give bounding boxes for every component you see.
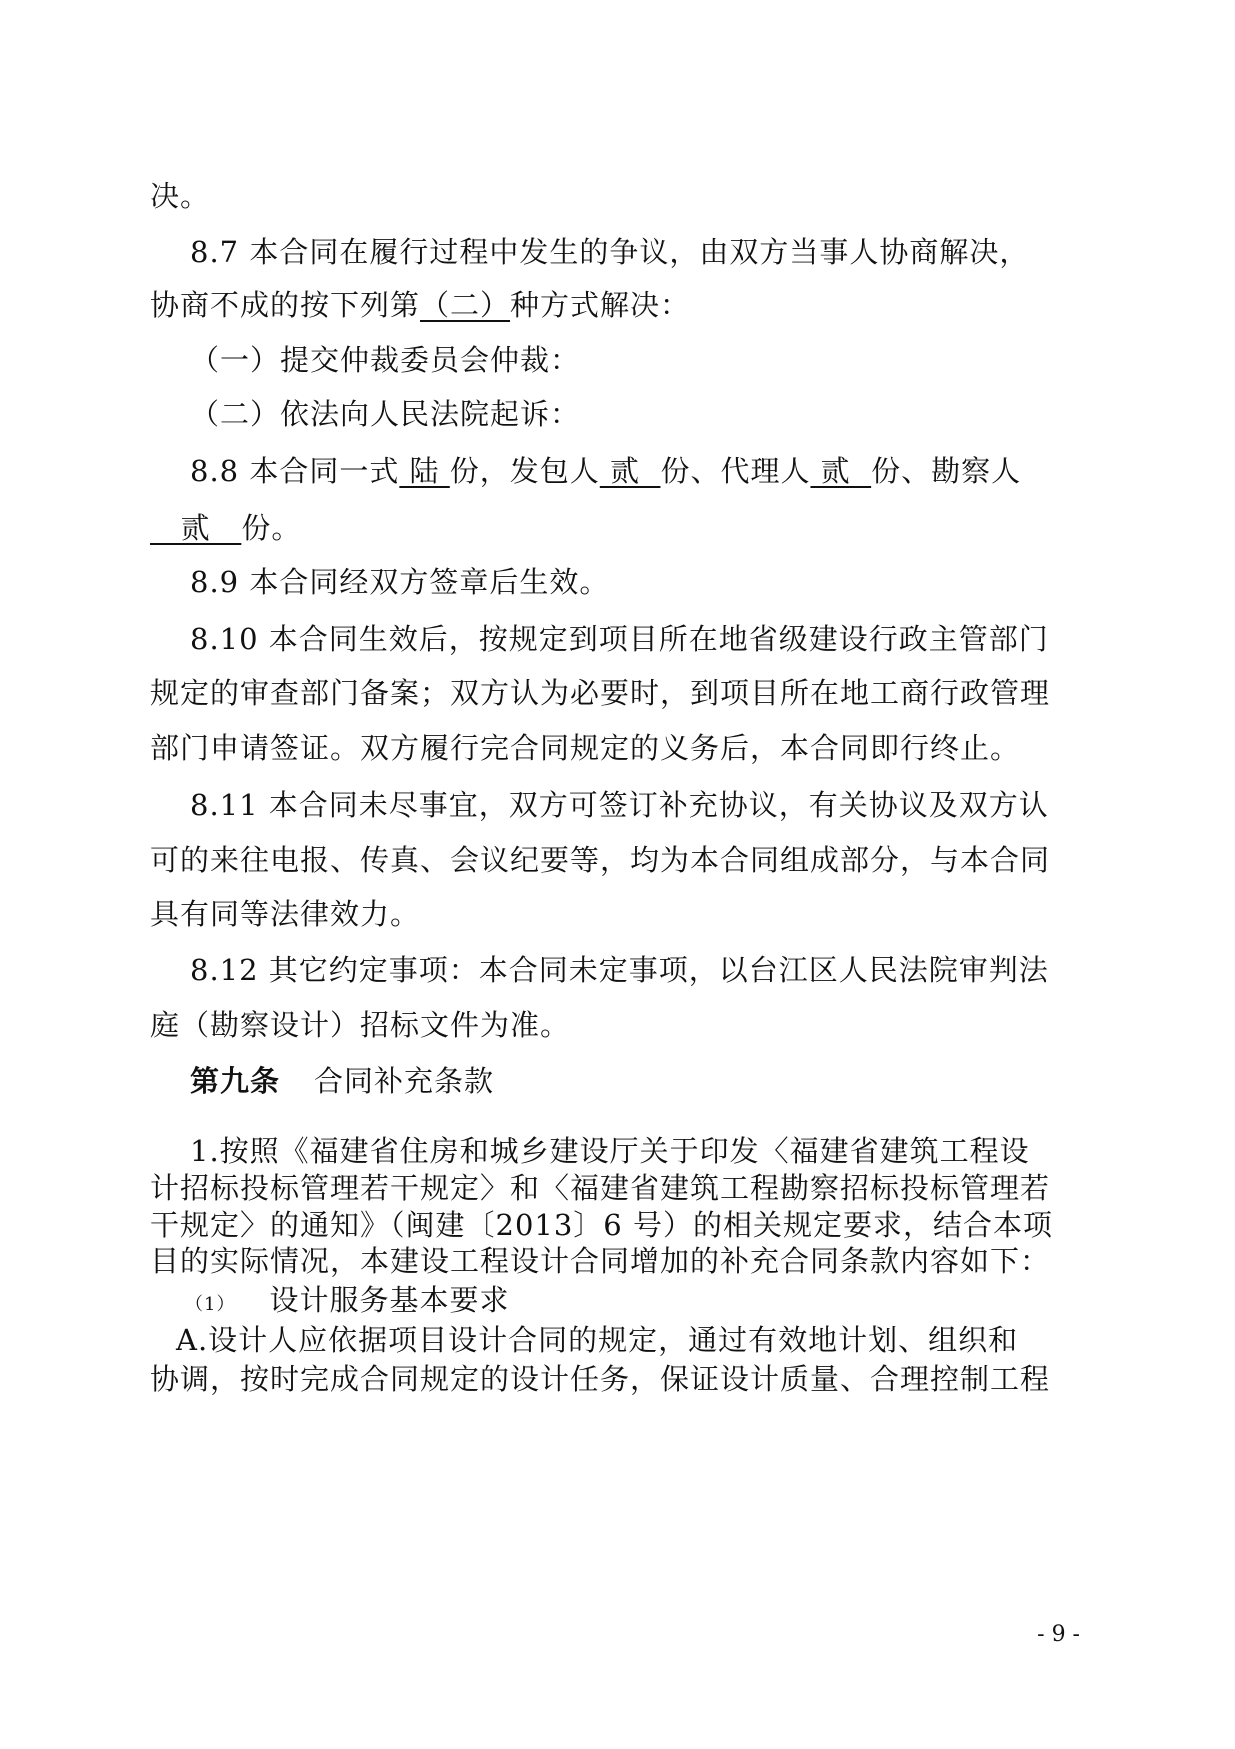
text-span: 份、代理人 bbox=[660, 454, 811, 488]
text-line: 部门申请签证。双方履行完合同规定的义务后，本合同即行终止。 bbox=[150, 731, 1021, 765]
text-span: 种方式解决： bbox=[510, 288, 691, 322]
clause-8-12: 8.12 其它约定事项：本合同未定事项，以台江区人民法院审判法 bbox=[190, 953, 1049, 987]
text-line bbox=[150, 285, 690, 325]
option-1: （一）提交仲裁委员会仲裁： bbox=[190, 343, 581, 377]
clause-8-10: 8.10 本合同生效后，按规定到项目所在地省级建设行政主管部门 bbox=[190, 622, 1049, 656]
blank-method: （二） bbox=[420, 288, 511, 322]
article-9-heading bbox=[190, 1061, 494, 1101]
blank-total-copies: 陆 bbox=[399, 454, 450, 488]
text-span: 协商不成的按下列第 bbox=[150, 288, 421, 322]
option-2: （二）依法向人民法院起诉： bbox=[190, 397, 581, 431]
clause-8-7: 8.7 本合同在履行过程中发生的争议，由双方当事人协商解决， bbox=[190, 235, 1030, 269]
subheading-1 bbox=[185, 1280, 509, 1325]
text-line: 规定的审查部门备案；双方认为必要时，到项目所在地工商行政管理 bbox=[150, 676, 1051, 710]
text-line: 庭（勘察设计）招标文件为准。 bbox=[150, 1008, 571, 1042]
subheading-text: 设计服务基本要求 bbox=[269, 1283, 510, 1317]
page-number: - 9 - bbox=[1037, 1622, 1080, 1647]
text-line: 决。 bbox=[150, 179, 211, 213]
text-span: 份。 bbox=[241, 511, 302, 545]
text-span: 份，发包人 bbox=[449, 454, 600, 488]
clause-8-8 bbox=[190, 451, 1021, 491]
text-line: 干规定〉的通知》（闽建〔2013〕6 号）的相关规定要求，结合本项 bbox=[150, 1208, 1053, 1242]
clause-8-9: 8.9 本合同经双方签章后生效。 bbox=[190, 565, 610, 599]
text-span: 8.8 本合同一式 bbox=[190, 454, 400, 488]
text-line: 目的实际情况，本建设工程设计合同增加的补充合同条款内容如下： bbox=[150, 1244, 1051, 1278]
blank-surveyor-copies: 贰 bbox=[150, 511, 242, 545]
text-line: 可的来往电报、传真、会议纪要等，均为本合同组成部分，与本合同 bbox=[150, 843, 1051, 877]
supplement-item-1: 1.按照《福建省住房和城乡建设厅关于印发〈福建省建筑工程设 bbox=[190, 1134, 1030, 1168]
article-title: 合同补充条款 bbox=[314, 1064, 495, 1098]
text-line: 协调，按时完成合同规定的设计任务，保证设计质量、合理控制工程 bbox=[150, 1362, 1051, 1396]
item-marker: （1） bbox=[185, 1294, 236, 1315]
paragraph-A: A.设计人应依据项目设计合同的规定，通过有效地计划、组织和 bbox=[176, 1323, 1019, 1357]
text-line bbox=[150, 508, 301, 548]
clause-8-11: 8.11 本合同未尽事宜，双方可签订补充协议，有关协议及双方认 bbox=[190, 788, 1049, 822]
blank-employer-copies: 贰 bbox=[599, 454, 661, 488]
blank-agent-copies: 贰 bbox=[810, 454, 872, 488]
text-span: 份、勘察人 bbox=[871, 454, 1022, 488]
article-number: 第九条 bbox=[190, 1064, 281, 1098]
text-line: 计招标投标管理若干规定〉和〈福建省建筑工程勘察招标投标管理若 bbox=[150, 1171, 1051, 1205]
text-line: 具有同等法律效力。 bbox=[150, 897, 421, 931]
